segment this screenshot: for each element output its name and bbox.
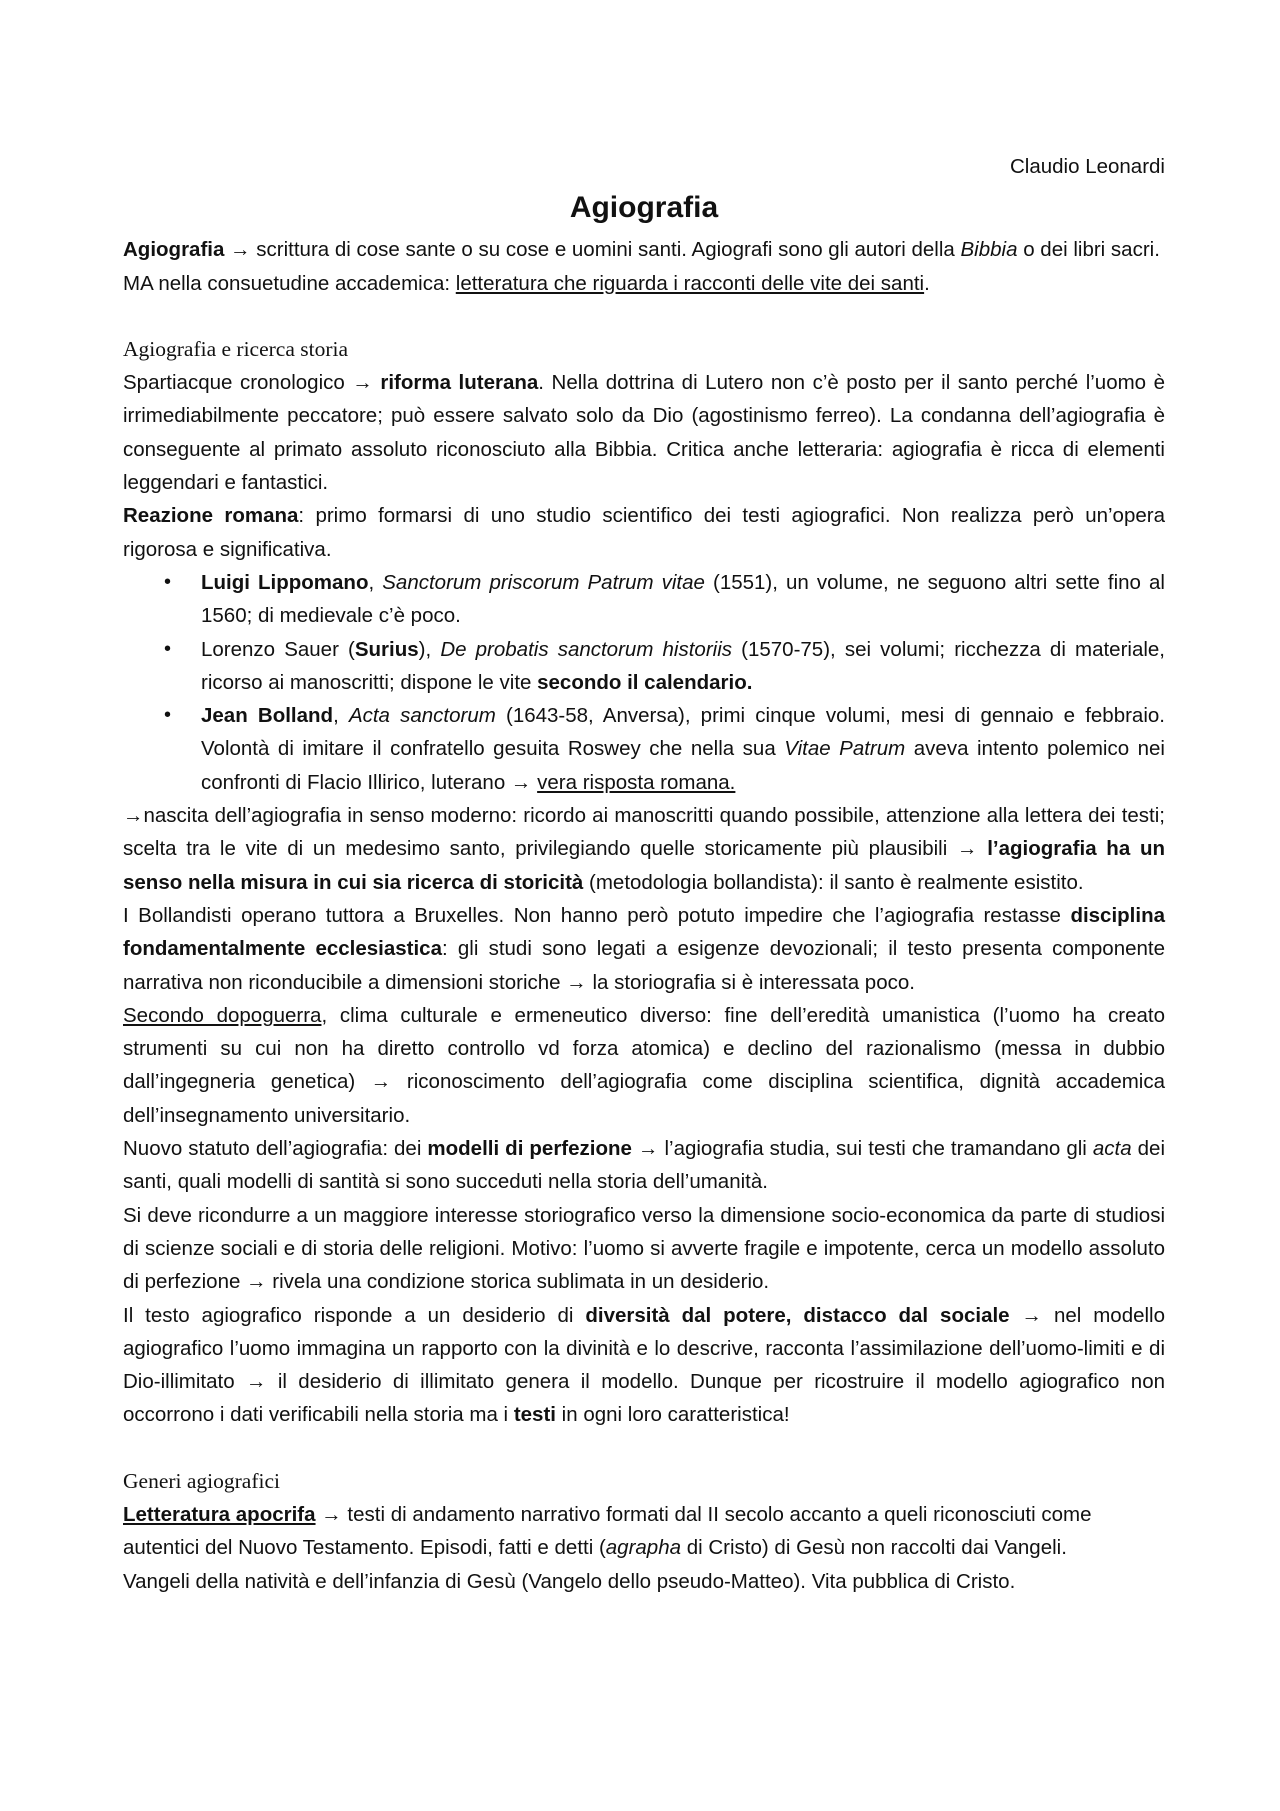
section-heading-generi: Generi agiografici bbox=[123, 1468, 280, 1493]
italic-agrapha: agrapha bbox=[605, 1536, 682, 1560]
list-item bbox=[164, 633, 1166, 700]
paragraph-apocrifa bbox=[123, 1498, 1165, 1565]
text-span: Si deve ricondurre a un maggiore interesse storiografico verso la dimensione socio-economica da parte di studiosi di scienze sociali e di storia delle religioni. Motivo: l’uomo si avverte fragile e impotente, cerca un modello assoluto di perfezione bbox=[123, 1203, 1165, 1294]
paragraph-testo-agiografico bbox=[123, 1299, 1165, 1432]
bold-name: Surius bbox=[354, 637, 419, 661]
text-span: nascita dell’agiografia in senso moderno: ricordo ai manoscritti quando possibile, attenzione alla lettera dei testi; scelta tra le vite di un medesimo santo, privilegiando quelle storicamente più plausibili bbox=[123, 804, 1165, 861]
text-span: la storiografia si è interessata poco. bbox=[586, 970, 915, 994]
arrow-icon: → bbox=[957, 837, 978, 861]
paragraph-vangeli: Vangeli della natività e dell’infanzia di Gesù (Vangelo dello pseudo-Matteo). Vita pubblica di Cristo. bbox=[123, 1569, 1016, 1593]
bold-disciplina: disciplina fondamentalmente ecclesiastica bbox=[123, 903, 1165, 961]
list-item bbox=[164, 566, 1165, 633]
text-span: l’agiografia studia, sui testi che tramandano gli bbox=[658, 1137, 1093, 1161]
arrow-icon: → bbox=[123, 804, 144, 828]
bold-riforma-luterana: riforma luterana bbox=[380, 371, 539, 395]
bold-testi: testi bbox=[513, 1403, 556, 1427]
paragraph-bollandisti bbox=[123, 899, 1165, 999]
bold-name: Luigi Lippomano bbox=[201, 570, 369, 594]
bold-name: Jean Bolland bbox=[201, 704, 334, 728]
paragraph-nuovo-statuto bbox=[123, 1132, 1165, 1199]
underlined-risposta-romana: vera risposta romana. bbox=[537, 770, 736, 794]
text-span: , clima culturale e ermeneutico diverso: fine dell’eredità umanistica (l’uomo ha creato strumenti su cui non ha diretto controllo vd forza atomica) e declino del razionalismo (messa in dubbio dall’ingegneria genetica) bbox=[123, 1003, 1165, 1094]
text-span: (metodologia bollandista): il santo è realmente esistito. bbox=[583, 870, 1084, 894]
text-span: (1570-75), sei volumi; ricchezza di materiale, ricorso ai manoscritti; dispone le vite bbox=[201, 637, 1166, 694]
text-span: il desiderio di illimitato genera il modello. Dunque per ricostruire il modello agiografico non occorrono i dati verificabili nella storia ma i bbox=[123, 1370, 1165, 1427]
underlined-definition: letteratura che riguarda i racconti delle vite dei santi bbox=[455, 271, 925, 295]
bold-underlined-apocrifa: Letteratura apocrifa bbox=[123, 1502, 316, 1526]
italic-title: Vitae Patrum bbox=[784, 737, 906, 761]
text-span: aveva intento polemico nei confronti di Flacio Illirico, luterano bbox=[201, 737, 1165, 794]
italic-bibbia: Bibbia bbox=[960, 238, 1018, 262]
text-span: (1643-58, Anversa), primi cinque volumi, mesi di gennaio e febbraio. Volontà di imitare il confratello gesuita Roswey che nella sua bbox=[201, 704, 1165, 761]
arrow-icon: → bbox=[1021, 1303, 1043, 1327]
text-span: dei santi, quali modelli di santità si sono succeduti nella storia dell’umanità. bbox=[123, 1137, 1165, 1194]
arrow-icon: → bbox=[245, 1370, 267, 1394]
paragraph-nascita bbox=[123, 799, 1165, 899]
text-span: Spartiacque cronologico bbox=[123, 371, 353, 395]
text-span: di Cristo) di Gesù non raccolti dai Vangeli. bbox=[681, 1536, 1067, 1560]
page-title: Agiografia bbox=[569, 191, 719, 225]
text-span: testi di andamento narrativo formati dal II secolo accanto a queli riconosciuti come autentici del Nuovo Testamento. Episodi, fatti e detti ( bbox=[123, 1502, 1092, 1560]
bullet-icon: • bbox=[164, 637, 172, 660]
text-span: I Bollandisti operano tuttora a Bruxelles. Non hanno però potuto impedire che l’agiografia restasse bbox=[123, 903, 1071, 927]
italic-title: Sanctorum priscorum Patrum vitae bbox=[382, 570, 705, 594]
paragraph-riforma bbox=[123, 366, 1165, 499]
bold-modelli: modelli di perfezione bbox=[427, 1137, 632, 1161]
arrow-icon: → bbox=[230, 238, 251, 262]
arrow-icon: → bbox=[321, 1502, 342, 1526]
term-agiografia: Agiografia bbox=[123, 238, 225, 262]
document-page bbox=[123, 150, 1165, 1598]
text-span: Lorenzo Sauer ( bbox=[201, 637, 355, 661]
italic-title: Acta sanctorum bbox=[348, 704, 496, 728]
arrow-icon: → bbox=[510, 770, 532, 794]
section-heading-ricerca-storia: Agiografia e ricerca storia bbox=[123, 336, 349, 361]
arrow-icon: → bbox=[370, 1070, 392, 1094]
text-span: : gli studi sono legati a esigenze devozionali; il testo presenta componente narrativa non riconducibile a dimensioni storiche bbox=[123, 937, 1165, 994]
intro-academic bbox=[123, 267, 1165, 300]
bold-reazione-romana: Reazione romana bbox=[123, 504, 299, 528]
text-span: , bbox=[368, 570, 383, 594]
text-span: MA nella consuetudine accademica: bbox=[123, 271, 456, 295]
text-span: ), bbox=[418, 637, 441, 661]
arrow-icon: → bbox=[352, 371, 373, 395]
arrow-icon: → bbox=[637, 1137, 659, 1161]
arrow-icon: → bbox=[566, 970, 587, 994]
text-span: o dei libri sacri. bbox=[1017, 238, 1160, 262]
text-span: in ogni loro caratteristica! bbox=[555, 1403, 790, 1427]
intro-definition bbox=[123, 233, 1165, 266]
text-span: scrittura di cose sante o su cose e uomini santi. Agiografi sono gli autori della bbox=[256, 238, 961, 262]
italic-acta: acta bbox=[1092, 1137, 1132, 1161]
bold-storicita: l’agiografia ha un senso nella misura in cui sia ricerca di storicità bbox=[123, 837, 1165, 894]
text-span: : primo formarsi di uno studio scientifico dei testi agiografici. Non realizza però un’opera rigorosa e significativa. bbox=[123, 504, 1165, 561]
author-name: Claudio Leonardi bbox=[1009, 155, 1165, 178]
paragraph-dopoguerra bbox=[123, 999, 1165, 1132]
underlined-dopoguerra: Secondo dopoguerra bbox=[123, 1003, 322, 1027]
text-span: , bbox=[333, 704, 349, 728]
text-span: nel modello agiografico l’uomo immagina un rapporto con la divinità e lo descrive, racconta l’assimilazione dell’uomo-limiti e di Dio-illimitato bbox=[123, 1303, 1166, 1394]
bold-diversita: diversità dal potere, distacco dal sociale bbox=[585, 1303, 1010, 1327]
text-span: . bbox=[924, 271, 930, 295]
text-span: Il testo agiografico risponde a un desiderio di bbox=[123, 1303, 586, 1327]
paragraph-reazione-romana bbox=[123, 499, 1165, 566]
bold-calendario: secondo il calendario. bbox=[537, 670, 753, 694]
text-span: . Nella dottrina di Lutero non c’è posto per il santo perché l’uomo è irrimediabilmente peccatore; può essere salvato solo da Dio (agostinismo ferreo). La condanna dell’agiografia è conseguente al primato assoluto riconosciuto alla Bibbia. Critica anche letteraria: agiografia è ricca di elementi leggendari e fantastici. bbox=[123, 371, 1166, 495]
list-item bbox=[164, 699, 1165, 799]
bullet-list bbox=[123, 566, 1165, 799]
text-span: rivela una condizione storica sublimata in un desiderio. bbox=[266, 1270, 770, 1294]
bullet-icon: • bbox=[164, 570, 172, 593]
italic-title: De probatis sanctorum historiis bbox=[440, 637, 733, 661]
text-span: Nuovo statuto dell’agiografia: dei bbox=[123, 1137, 428, 1161]
paragraph-interesse-storiografico bbox=[123, 1199, 1165, 1299]
arrow-icon: → bbox=[246, 1270, 267, 1294]
text-span: (1551), un volume, ne seguono altri sette fino al 1560; di medievale c’è poco. bbox=[201, 570, 1165, 628]
bullet-icon: • bbox=[164, 704, 172, 727]
text-span: riconoscimento dell’agiografia come disciplina scientifica, dignità accademica dell’insegnamento universitario. bbox=[123, 1070, 1165, 1127]
